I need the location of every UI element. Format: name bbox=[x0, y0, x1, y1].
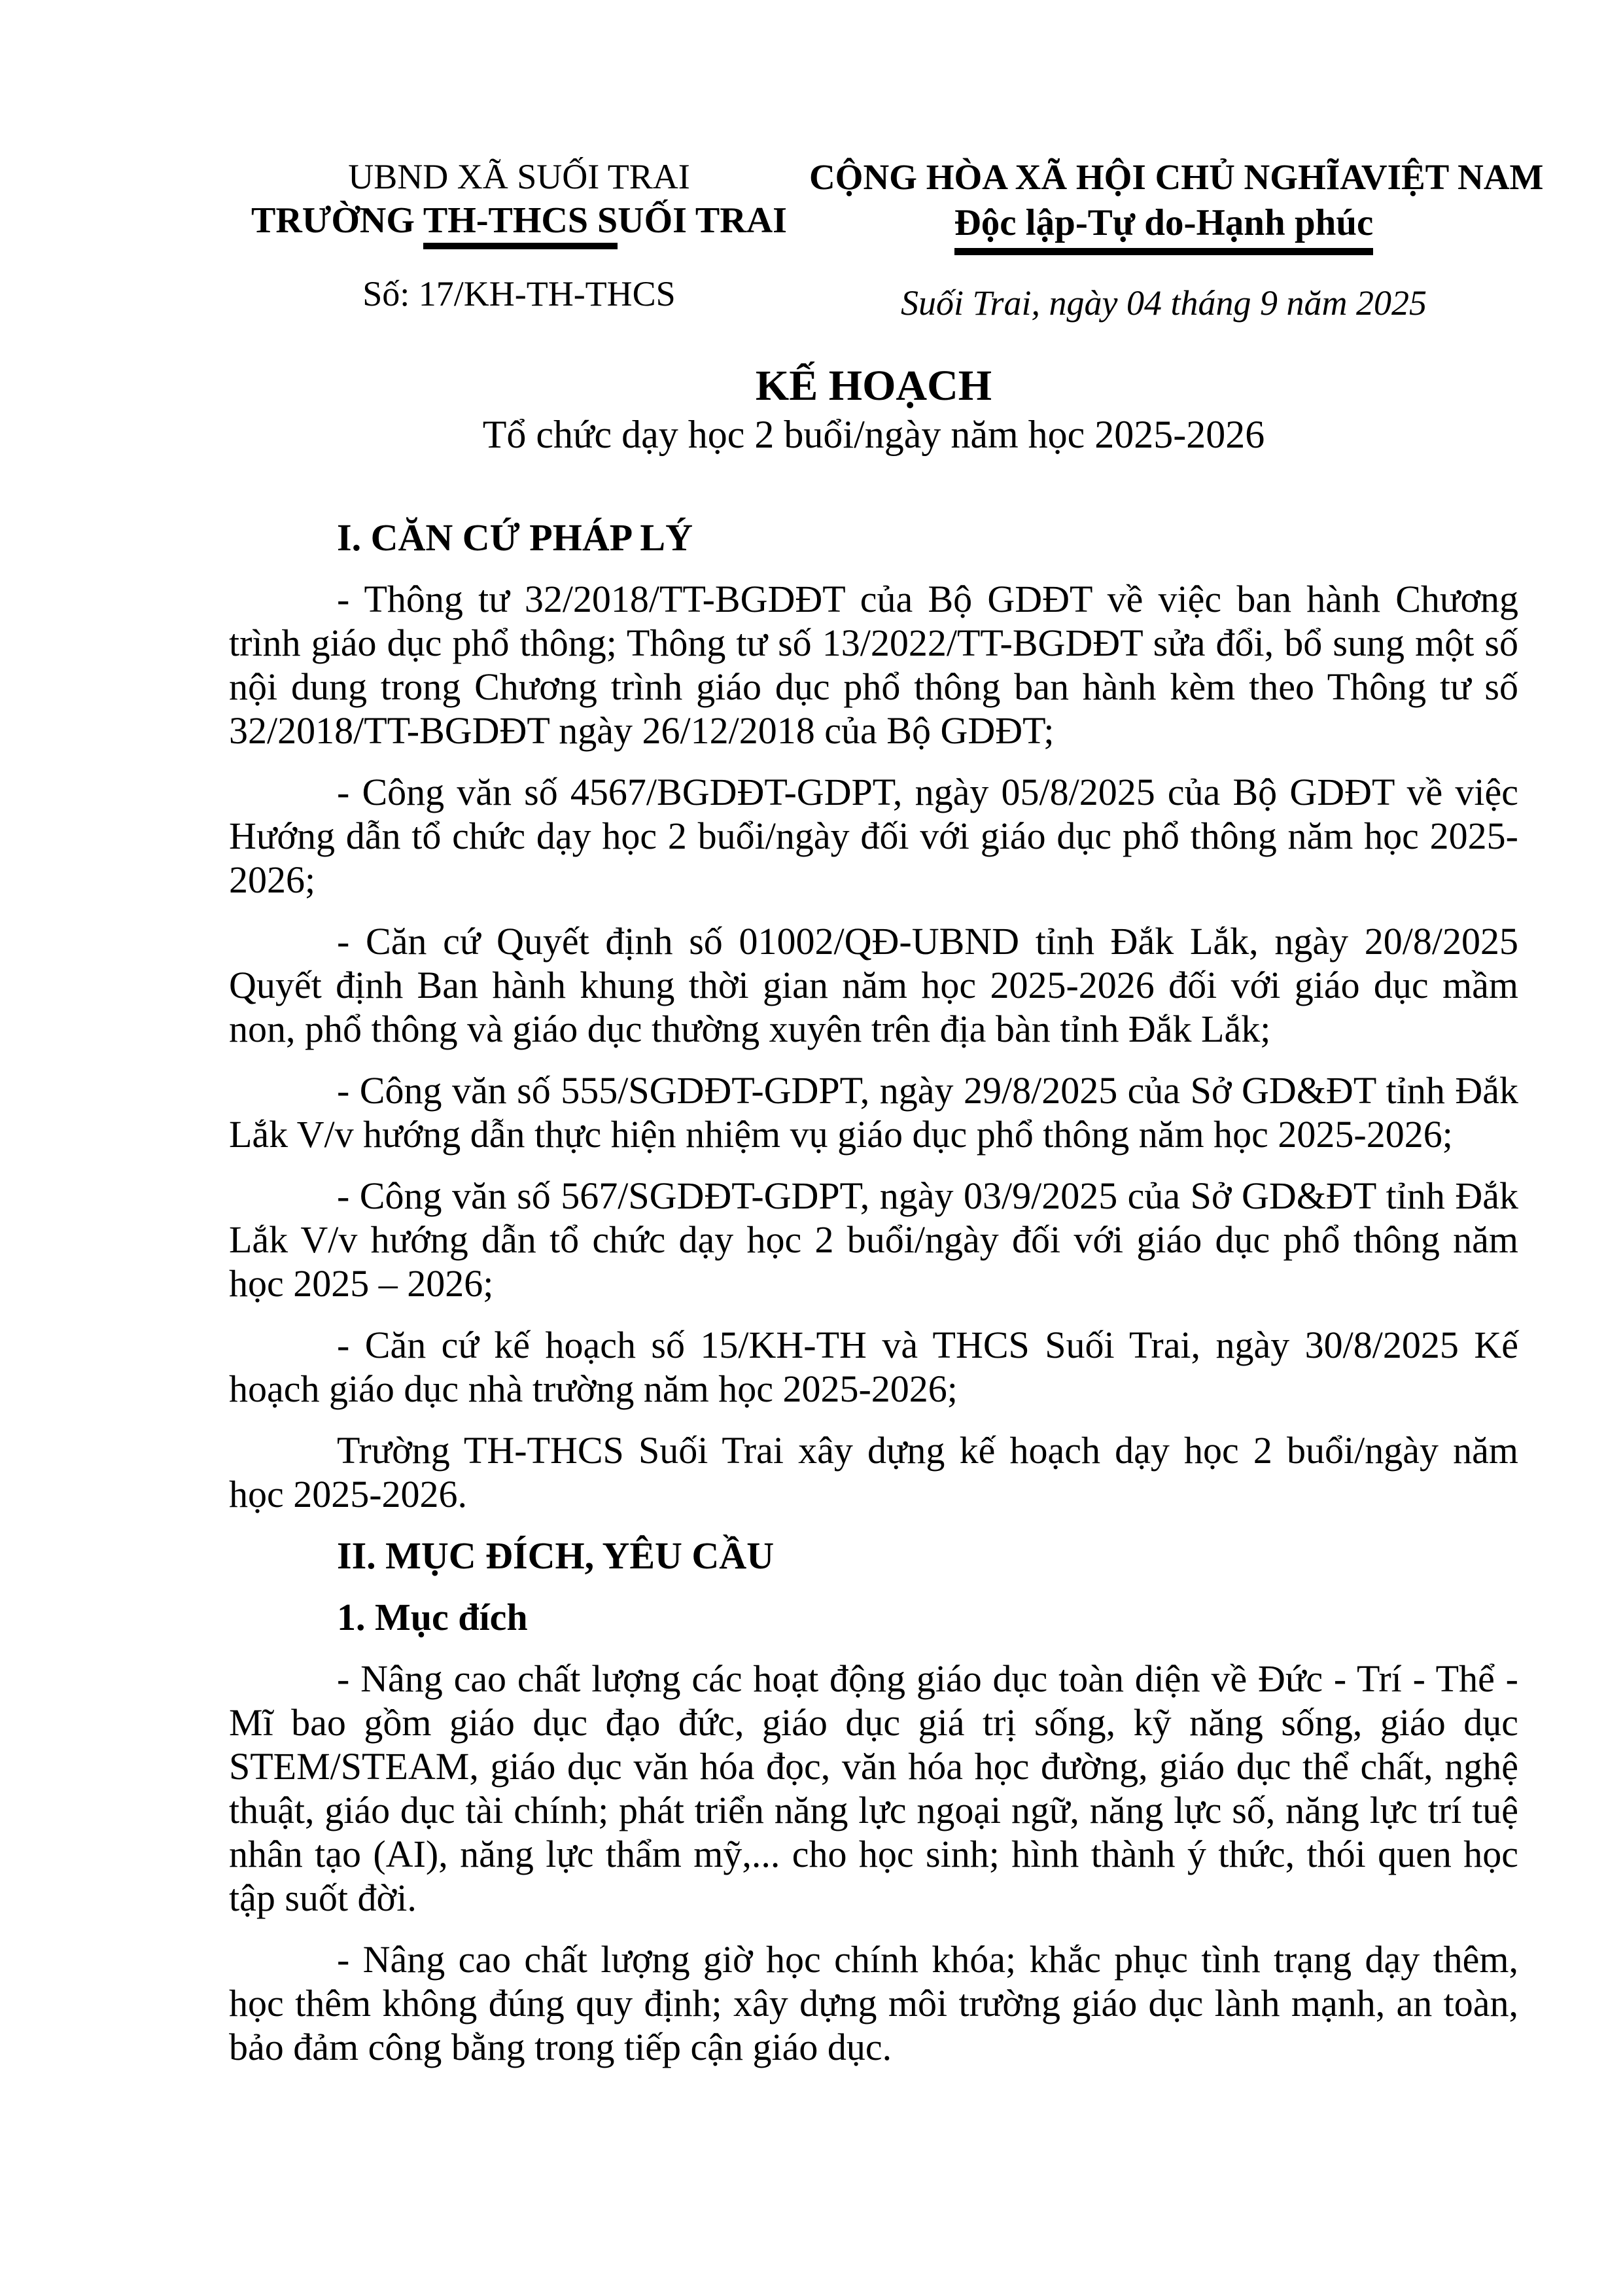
section-ii-heading: II. MỤC ĐÍCH, YÊU CẦU bbox=[337, 1534, 775, 1577]
school-name bbox=[229, 198, 809, 243]
document-number: Số: 17/KH-TH-THCS bbox=[362, 274, 676, 313]
title-block bbox=[229, 361, 1518, 458]
issuing-org-block bbox=[229, 156, 809, 314]
national-motto-wrap bbox=[809, 202, 1518, 255]
document-header bbox=[229, 156, 1544, 323]
place-and-date: Suối Trai, ngày 04 tháng 9 năm 2025 bbox=[900, 283, 1427, 323]
school-name-prefix: TRƯỜNG bbox=[251, 200, 423, 241]
legal-basis-paragraph-2: - Công văn số 4567/BGDĐT-GDPT, ngày 05/8/2025 của Bộ GDĐT về việc Hướng dẫn tổ chức dạy học 2 buổi/ngày đối với giáo dục phổ thông năm học 2025-2026; bbox=[229, 771, 1518, 901]
section-i-heading: I. CĂN CỨ PHÁP LÝ bbox=[337, 516, 693, 559]
national-title: CỘNG HÒA XÃ HỘI CHỦ NGHĨAVIỆT NAM bbox=[809, 157, 1544, 197]
document-subtitle: Tổ chức dạy học 2 buổi/ngày năm học 2025-2026 bbox=[482, 413, 1265, 456]
legal-basis-paragraph-4: - Công văn số 555/SGDĐT-GDPT, ngày 29/8/2025 của Sở GD&ĐT tỉnh Đắk Lắk V/v hướng dẫn thực hiện nhiệm vụ giáo dục phổ thông năm học 2025-2026; bbox=[229, 1069, 1518, 1156]
national-motto: Độc lập-Tự do-Hạnh phúc bbox=[954, 202, 1374, 255]
legal-basis-paragraph-1: - Thông tư 32/2018/TT-BGDĐT của Bộ GDĐT về việc ban hành Chương trình giáo dục phổ thông; Thông tư số 13/2022/TT-BGDĐT sửa đổi, bổ sung một số nội dung trong Chương trình giáo dục phổ thông ban hành kèm theo Thông tư số 32/2018/TT-BGDĐT ngày 26/12/2018 của Bộ GDĐT; bbox=[229, 578, 1518, 752]
document-title: KẾ HOẠCH bbox=[755, 362, 992, 410]
parent-org-name: UBND XÃ SUỐI TRAI bbox=[348, 157, 690, 196]
subsection-1-heading: 1. Mục đích bbox=[337, 1596, 528, 1638]
national-header-block bbox=[809, 156, 1544, 323]
purpose-paragraph-2: - Nâng cao chất lượng giờ học chính khóa; khắc phục tình trạng dạy thêm, học thêm không đúng quy định; xây dựng môi trường giáo dục lành mạnh, an toàn, bảo đảm công bằng trong tiếp cận giáo dục. bbox=[229, 1938, 1518, 2068]
legal-basis-paragraph-5: - Công văn số 567/SGDĐT-GDPT, ngày 03/9/2025 của Sở GD&ĐT tỉnh Đắk Lắk V/v hướng dẫn tổ chức dạy học 2 buổi/ngày đối với giáo dục phổ thông năm học 2025 – 2026; bbox=[229, 1174, 1518, 1305]
purpose-paragraph-1: - Nâng cao chất lượng các hoạt động giáo dục toàn diện về Đức - Trí - Thể - Mĩ bao gồm giáo dục đạo đức, giáo dục giá trị sống, kỹ năng sống, giáo dục STEM/STEAM, giáo dục văn hóa đọc, văn hóa học đường, giáo dục thể chất, nghệ thuật, giáo dục tài chính; phát triển năng lực ngoại ngữ, năng lực số, năng lực trí tuệ nhân tạo (AI), năng lực thẩm mỹ,... cho học sinh; hình thành ý thức, thói quen học tập suốt đời. bbox=[229, 1657, 1518, 1919]
document-body bbox=[229, 516, 1518, 2069]
school-name-underlined: TH-THCS S bbox=[423, 200, 618, 249]
legal-basis-paragraph-3: - Căn cứ Quyết định số 01002/QĐ-UBND tỉnh Đắk Lắk, ngày 20/8/2025 Quyết định Ban hành khung thời gian năm học 2025-2026 đối với giáo dục mầm non, phổ thông và giáo dục thường xuyên trên địa bàn tỉnh Đắk Lắk; bbox=[229, 920, 1518, 1050]
legal-basis-paragraph-6: - Căn cứ kế hoạch số 15/KH-TH và THCS Suối Trai, ngày 30/8/2025 Kế hoạch giáo dục nhà trường năm học 2025-2026; bbox=[229, 1324, 1518, 1410]
school-name-suffix: UỐI TRAI bbox=[618, 200, 787, 241]
plan-statement-paragraph: Trường TH-THCS Suối Trai xây dựng kế hoạch dạy học 2 buổi/ngày năm học 2025-2026. bbox=[229, 1429, 1518, 1515]
